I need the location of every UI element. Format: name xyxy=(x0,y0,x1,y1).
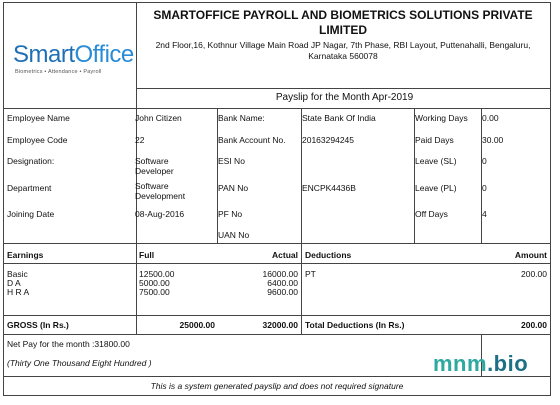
employee-name-label: Employee Name xyxy=(7,113,70,123)
deduction-name: PT xyxy=(305,269,316,279)
company-address: 2nd Floor,16, Kothnur Village Main Road JP Nagar, 7th Phase, RBI Layout, Puttenahalli, Bengaluru, Karnataka 560078 xyxy=(155,40,531,61)
designation-value-line2: Developer xyxy=(135,166,174,176)
pan-value: ENCPK4436B xyxy=(302,183,356,193)
deductions-header: Deductions xyxy=(305,250,352,260)
amount-header: Amount xyxy=(514,250,547,260)
net-pay: Net Pay for the month :31800.00 xyxy=(7,339,130,349)
bank-name-label: Bank Name: xyxy=(218,113,265,123)
employee-code-value: 22 xyxy=(135,135,145,145)
paid-days-label: Paid Days xyxy=(415,135,454,145)
net-pay-words: (Thirty One Thousand Eight Hundred ) xyxy=(7,358,152,368)
leave-sl-label: Leave (SL) xyxy=(415,156,457,166)
payslip-title: Payslip for the Month Apr-2019 xyxy=(275,92,414,103)
watermark-part1: mnm xyxy=(433,351,488,376)
total-deductions-value: 200.00 xyxy=(521,320,547,330)
deduction-amount: 200.00 xyxy=(521,269,547,279)
footer-note: This is a system generated payslip and does not required signature xyxy=(150,381,404,391)
designation-label: Designation: xyxy=(7,156,55,166)
bank-account-value: 20163294245 xyxy=(302,135,355,145)
working-days-label: Working Days xyxy=(415,113,468,123)
department-value-line2: Development xyxy=(135,191,186,201)
employee-code-label: Employee Code xyxy=(7,135,68,145)
bank-name-value: State Bank Of India xyxy=(302,113,376,123)
earnings-header: Earnings xyxy=(7,250,44,260)
employee-name-value: John Citizen xyxy=(135,113,182,123)
earning-actual: 16000.00 xyxy=(262,269,298,279)
paid-days-value: 30.00 xyxy=(482,135,504,145)
earning-actual: 6400.00 xyxy=(267,278,298,288)
logo-text-smart: Smart xyxy=(13,41,75,68)
earning-full: 7500.00 xyxy=(139,287,170,297)
joining-date-value: 08-Aug-2016 xyxy=(135,209,185,219)
leave-pl-value: 0 xyxy=(482,183,487,193)
earning-name: H R A xyxy=(7,287,30,297)
pan-label: PAN No xyxy=(218,183,249,193)
working-days-value: 0.00 xyxy=(482,113,499,123)
earning-name: Basic xyxy=(7,269,28,279)
earning-full: 5000.00 xyxy=(139,278,170,288)
off-days-label: Off Days xyxy=(415,209,448,219)
gross-actual: 32000.00 xyxy=(262,320,298,330)
gross-label: GROSS (In Rs.) xyxy=(7,320,69,330)
logo-text-office: Office xyxy=(74,41,134,68)
bank-account-label: Bank Account No. xyxy=(218,135,286,145)
mnm-bio-watermark xyxy=(433,351,528,377)
department-label: Department xyxy=(7,183,52,193)
earning-full: 12500.00 xyxy=(139,269,175,279)
pf-label: PF No xyxy=(218,209,243,219)
esi-label: ESI No xyxy=(218,156,245,166)
logo-tagline: Biometrics • Attendance • Payroll xyxy=(15,69,102,75)
gross-full: 25000.00 xyxy=(179,320,215,330)
joining-date-label: Joining Date xyxy=(7,209,55,219)
leave-pl-label: Leave (PL) xyxy=(415,183,457,193)
full-header: Full xyxy=(139,250,155,260)
payslip xyxy=(3,2,551,396)
uan-label: UAN No xyxy=(218,230,250,240)
company-name: SMARTOFFICE PAYROLL AND BIOMETRICS SOLUTIONS PRIVATE LIMITED xyxy=(153,8,533,37)
earning-actual: 9600.00 xyxy=(267,287,298,297)
designation-value-line1: Software xyxy=(135,156,169,166)
earning-name: D A xyxy=(7,278,21,288)
total-deductions-label: Total Deductions (In Rs.) xyxy=(305,320,405,330)
watermark-part2: .bio xyxy=(487,351,529,376)
company-logo xyxy=(13,42,134,75)
department-value-line1: Software xyxy=(135,181,169,191)
off-days-value: 4 xyxy=(482,209,487,219)
leave-sl-value: 0 xyxy=(482,156,487,166)
actual-header: Actual xyxy=(272,250,298,260)
